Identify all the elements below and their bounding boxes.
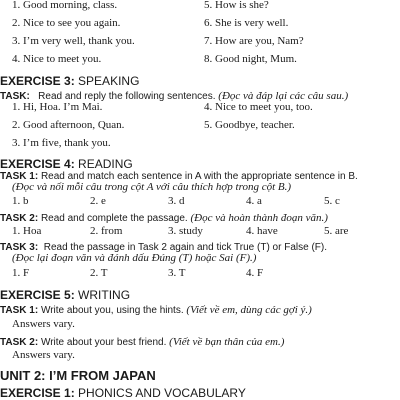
- exercise-5-task-2: TASK 2: Write about your best friend. (Viết về bạn thân của em.): [0, 336, 285, 348]
- exercise-4-task-1-translation: (Đọc và nối mỗi câu trong cột A với câu thích hợp trong cột B.): [12, 181, 292, 193]
- ex2-answer-3: 3. I’m very well, thank you.: [12, 35, 135, 47]
- ex3-answer-4: 4. Nice to meet you, too.: [204, 101, 313, 113]
- ex3-answer-2: 2. Good afternoon, Quan.: [12, 119, 125, 131]
- ex4-task2-answer-4: 4. have: [246, 225, 278, 237]
- ex4-task3-answer-1: 1. F: [12, 267, 30, 279]
- ex2-answer-4: 4. Nice to meet you.: [12, 53, 102, 65]
- ex2-answer-5: 5. How is she?: [204, 0, 269, 11]
- ex4-task1-answer-5: 5. c: [324, 195, 340, 207]
- ex4-task1-answer-4: 4. a: [246, 195, 262, 207]
- ex2-answer-8: 8. Good night, Mum.: [204, 53, 297, 65]
- ex4-task1-answer-3: 3. d: [168, 195, 185, 207]
- ex4-task1-answer-1: 1. b: [12, 195, 29, 207]
- ex4-task2-answer-5: 5. are: [324, 225, 349, 237]
- exercise-4-task-3: TASK 3: Read the passage in Task 2 again and tick True (T) or False (F).: [0, 242, 327, 253]
- ex2-answer-7: 7. How are you, Nam?: [204, 35, 304, 47]
- exercise-3-heading: EXERCISE 3: SPEAKING: [0, 74, 140, 88]
- ex3-answer-1: 1. Hi, Hoa. I’m Mai.: [12, 101, 103, 113]
- ex5-task2-answer: Answers vary.: [12, 349, 75, 361]
- ex4-task2-answer-3: 3. study: [168, 225, 203, 237]
- ex4-task2-answer-2: 2. from: [90, 225, 123, 237]
- exercise-4-heading: EXERCISE 4: READING: [0, 157, 133, 171]
- ex4-task1-answer-2: 2. e: [90, 195, 106, 207]
- ex4-task2-answer-1: 1. Hoa: [12, 225, 42, 237]
- ex3-answer-5: 5. Goodbye, teacher.: [204, 119, 295, 131]
- exercise-4-task-2: TASK 2: Read and complete the passage. (Đọc và hoàn thành đoạn văn.): [0, 212, 328, 224]
- ex4-task3-answer-3: 3. T: [168, 267, 186, 279]
- ex2-answer-2: 2. Nice to see you again.: [12, 17, 121, 29]
- exercise-4-task-1: TASK 1: Read and match each sentence in A with the appropriate sentence in B.: [0, 171, 358, 182]
- ex2-answer-1: 1. Good morning, class.: [12, 0, 118, 11]
- ex3-answer-3: 3. I’m five, thank you.: [12, 137, 111, 149]
- ex5-task1-answer: Answers vary.: [12, 318, 75, 330]
- exercise-5-task-1: TASK 1: Write about you, using the hints. (Viết về em, dùng các gợi ý.): [0, 304, 312, 316]
- exercise-3-task: TASK: Read and reply the following sentences. (Đọc và đáp lại các câu sau.): [0, 90, 349, 102]
- exercise-4-task-3-translation: (Đọc lại đoạn văn và đánh dấu Đúng (T) hoặc Sai (F).): [12, 252, 257, 264]
- unit-2-title: UNIT 2: I’M FROM JAPAN: [0, 368, 156, 383]
- unit-2-exercise-1-heading: EXERCISE 1: PHONICS AND VOCABULARY: [0, 386, 246, 400]
- ex4-task3-answer-2: 2. T: [90, 267, 108, 279]
- exercise-5-heading: EXERCISE 5: WRITING: [0, 288, 131, 302]
- ex2-answer-6: 6. She is very well.: [204, 17, 289, 29]
- ex4-task3-answer-4: 4. F: [246, 267, 264, 279]
